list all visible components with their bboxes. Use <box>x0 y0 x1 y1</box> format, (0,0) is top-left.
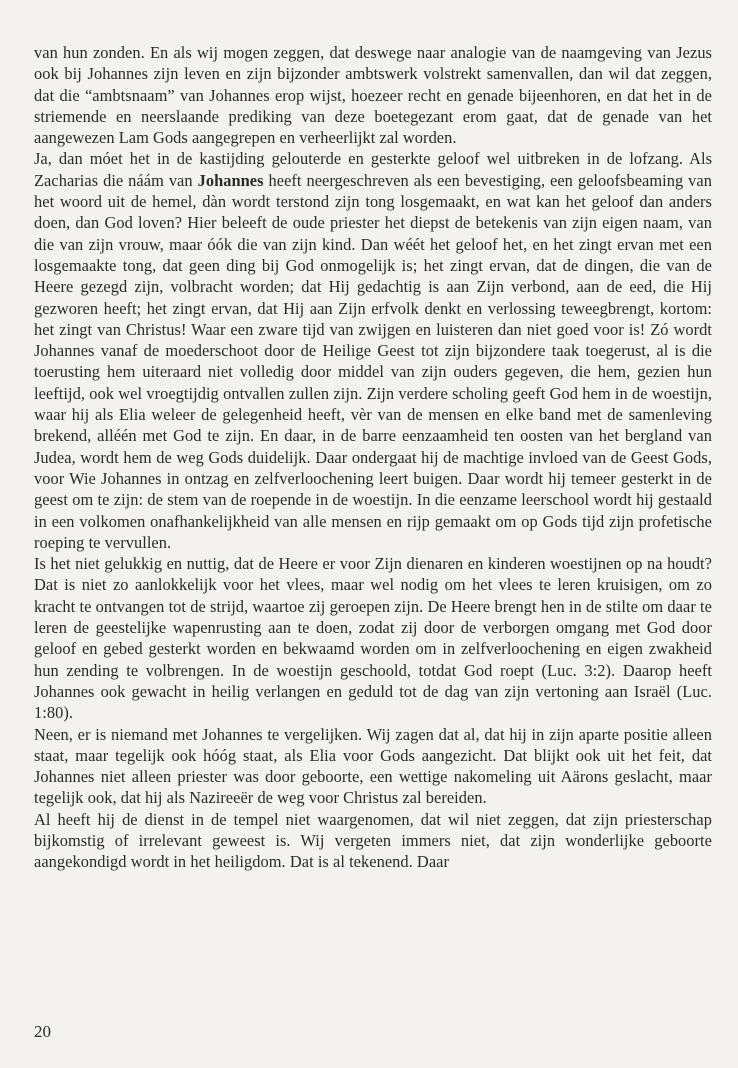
page-number: 20 <box>34 1022 51 1041</box>
paragraph-text: van hun zonden. En als wij mogen zeggen, dat deswege naar analogie van de naamgeving van Jezus ook bij Johannes zijn leven en zijn bijzonder ambtswerk volstrekt samenvallen, dan wil dat zeggen, dat die “ambtsnaam” van Johannes erop wijst, hoezeer recht en genade bijeenhoren, en dat het in de striemende en neerslaande prediking van deze boetegezant erom gaat, dat de genade van het aangewezen Lam Gods aangegrepen en verheerlijkt zal worden. <box>34 43 712 148</box>
body-text <box>34 42 712 873</box>
paragraph <box>34 148 712 553</box>
paragraph-text: Ja, dan móet het in de kastijding gelouterde en gesterkte geloof wel uitbreken in de lofzang. Als Zacharias die náám van <box>34 149 712 190</box>
paragraph <box>34 724 712 809</box>
paragraph-text: Is het niet gelukkig en nuttig, dat de Heere er voor Zijn dienaren en kinderen woestijnen op na houdt? Dat is niet zo aanlokkelijk voor het vlees, maar wel nodig om het vlees te leren kruisigen, om zo kracht te ontvangen tot de strijd, waartoe zij geroepen zijn. De Heere brengt hen in de stilte om daar te leren de geestelijke wapenrusting aan te doen, zodat zij door de verborgen omgang met God door geloof en gebed gesterkt worden en bekwaamd worden om in zelfverloochening en eigen zwakheid hun zending te volbrengen. In de woestijn geschoold, totdat God roept (Luc. 3:2). Daarop heeft Johannes ook gewacht in heilig verlangen en geduld tot de dag van zijn vertoning aan Israël (Luc. 1:80). <box>34 554 712 723</box>
bold-name: Johannes <box>197 170 264 190</box>
paragraph <box>34 42 712 148</box>
paragraph-text: Al heeft hij de dienst in de tempel niet waargenomen, dat wil niet zeggen, dat zijn priesterschap bijkomstig of irrelevant geweest is. Wij vergeten immers niet, dat zijn wonderlijke geboorte aangekondigd wordt in het heiligdom. Dat is al tekenend. Daar <box>34 809 712 872</box>
paragraph <box>34 809 712 873</box>
paragraph-text: Neen, er is niemand met Johannes te vergelijken. Wij zagen dat al, dat hij in zijn aparte positie alleen staat, maar tegelijk ook hóóg staat, als Elia voor Gods aangezicht. Dat blijkt ook uit het feit, dat Johannes niet alleen priester was door geboorte, een wettige nakomeling uit Aärons geslacht, maar tegelijk ook, dat hij als Nazireeër de weg voor Christus zal bereiden. <box>34 724 712 808</box>
paragraph <box>34 553 712 723</box>
paragraph-text: heeft neergeschreven als een bevestiging, een geloofsbeaming van het woord uit de hemel, dàn wordt terstond zijn tong losgemaakt, en wat kan het geloof dan anders doen, dan God loven? Hier beleeft de oude priester het diepst de betekenis van zijn eigen naam, van die van zijn vrouw, maar óók die van zijn kind. Dan wéét het geloof het, en het zingt ervan met een losgemaakte tong, dat geen ding bij God onmogelijk is; het zingt ervan, dat de dingen, die van de Heere gezegd zijn, volbracht worden; dat Hij gedachtig is aan Zijn verbond, aan de eed, die Hij gezworen heeft; het zingt ervan, dat Hij aan Zijn erfvolk denkt en verlossing teweegbrengt, kortom: het zingt van Christus! Waar een zware tijd van zwijgen en luisteren dan niet goed voor is! Zó wordt Johannes vanaf de moederschoot door de Heilige Geest tot zijn bijzondere taak toegerust, al is die toerusting hem uiteraard niet volledig door middel van zijn ouders gegeven, die hem, gezien hun leeftijd, ook wel vroegtijdig ontvallen zullen zijn. Zijn verdere scholing geeft God hem in de woestijn, waar hij als Elia weleer de gelegenheid heeft, vèr van de mensen en elke band met de samenleving brekend, alléén met God te zijn. En daar, in de barre eenzaamheid ten oosten van het bergland van Judea, wordt hem de weg Gods duidelijk. Daar ondergaat hij de machtige invloed van de Geest Gods, voor Wie Johannes in ontzag en zelfverloochening leert buigen. Daar wordt hij temeer gesterkt in de geest om te zijn: de stem van de roepende in de woestijn. In die eenzame leerschool wordt hij gestaald in een volkomen onafhankelijkheid van alle mensen en rijp gemaakt om op Gods tijd zijn profetische roeping te vervullen. <box>34 170 712 552</box>
